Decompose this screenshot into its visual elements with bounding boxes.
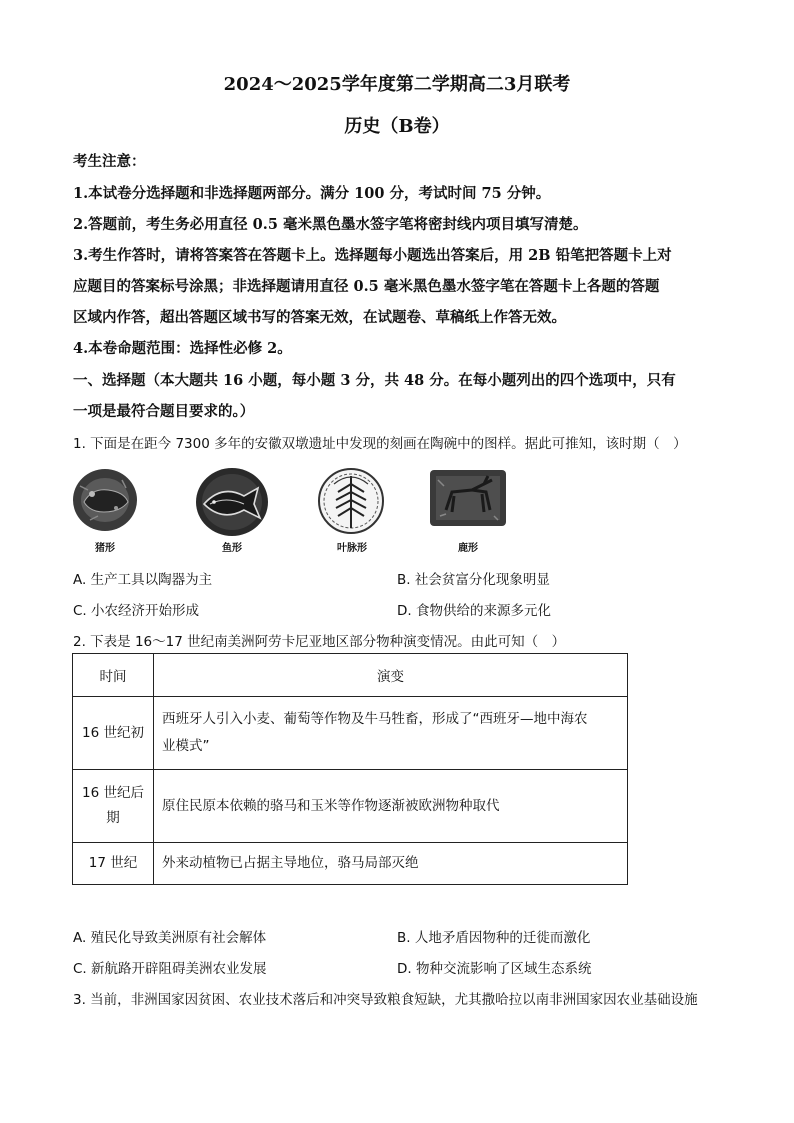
notice-line: 4.本卷命题范围：选择性必修 2。	[73, 340, 292, 357]
table-row	[73, 697, 628, 770]
table-row	[73, 770, 628, 843]
notice-line: 应题目的答案标号涂黑；非选择题请用直径 0.5 毫米黑色墨水签字笔在答题卡上各题的答题	[73, 278, 660, 295]
cell-desc	[154, 843, 628, 885]
fish-pattern-icon	[192, 466, 272, 538]
q1-option-b[interactable]: B. 社会贫富分化现象明显	[397, 572, 550, 588]
deer-pattern-icon	[428, 466, 508, 528]
header-time: 时间	[73, 654, 154, 697]
header-evolution: 演变	[154, 654, 628, 697]
question-1-stem: 1. 下面是在距今 7300 多年的安徽双墩遗址中发现的刻画在陶碗中的图样。据此可推知，该时期（ ）	[73, 436, 687, 452]
figure-pig	[70, 466, 170, 558]
figure-leaf	[316, 466, 416, 558]
table-row	[73, 843, 628, 885]
leaf-vein-pattern-icon	[316, 466, 386, 536]
cell-time-line: 期	[106, 810, 120, 826]
q1-option-d[interactable]: D. 食物供给的来源多元化	[397, 603, 551, 619]
cell-time-line: 16 世纪后	[82, 785, 144, 801]
cell-desc-line: 业模式”	[162, 738, 210, 754]
cell-desc-line: 原住民原本依赖的骆马和玉米等作物逐渐被欧洲物种取代	[162, 797, 500, 814]
cell-time	[73, 770, 154, 843]
table-header-row	[73, 654, 628, 697]
section-heading-cont: 一项是最符合题目要求的。）	[73, 403, 255, 420]
species-evolution-table	[72, 653, 628, 885]
figure-fish	[192, 466, 292, 558]
pottery-figures	[70, 466, 510, 558]
cell-desc	[154, 770, 628, 843]
notice-heading: 考生注意：	[73, 153, 146, 170]
exam-title: 2024～2025学年度第二学期高二3月联考	[223, 74, 571, 95]
question-3-stem: 3. 当前，非洲国家因贫困、农业技术落后和冲突导致粮食短缺，尤其撒哈拉以南非洲国家因农业基础设施	[73, 992, 698, 1008]
cell-time	[73, 843, 154, 885]
q2-option-c[interactable]: C. 新航路开辟阻碍美洲农业发展	[73, 961, 267, 977]
question-2-stem: 2. 下表是 16～17 世纪南美洲阿劳卡尼亚地区部分物种演变情况。由此可知（ ）	[73, 634, 566, 650]
cell-desc-line: 西班牙人引入小麦、葡萄等作物及牛马牲畜，形成了“西班牙—地中海农	[162, 711, 588, 727]
section-heading: 一、选择题（本大题共 16 小题，每小题 3 分，共 48 分。在每小题列出的四个选项中，只有	[73, 372, 676, 389]
figure-caption: 叶脉形	[337, 543, 367, 554]
q1-option-a[interactable]: A. 生产工具以陶器为主	[73, 572, 213, 588]
cell-desc-line: 外来动植物已占据主导地位，骆马局部灭绝	[162, 855, 419, 871]
notice-line: 1.本试卷分选择题和非选择题两部分。满分 100 分，考试时间 75 分钟。	[73, 185, 551, 202]
figure-caption: 鱼形	[222, 543, 242, 554]
figure-caption: 猪形	[95, 543, 115, 554]
notice-line: 3.考生作答时，请将答案答在答题卡上。选择题每小题选出答案后，用 2B 铅笔把答题卡上对	[73, 247, 672, 264]
q1-option-c[interactable]: C. 小农经济开始形成	[73, 603, 200, 619]
q2-option-d[interactable]: D. 物种交流影响了区域生态系统	[397, 961, 592, 977]
q2-option-b[interactable]: B. 人地矛盾因物种的迁徙而激化	[397, 930, 591, 946]
cell-desc	[154, 697, 628, 770]
figure-deer	[428, 466, 528, 558]
figure-caption: 鹿形	[458, 543, 478, 554]
notice-line: 2.答题前，考生务必用直径 0.5 毫米黑色墨水签字笔将密封线内项目填写清楚。	[73, 216, 588, 233]
pig-pattern-icon	[70, 466, 140, 534]
cell-time	[73, 697, 154, 770]
exam-subtitle: 历史（B卷）	[344, 116, 450, 137]
notice-line: 区域内作答，超出答题区域书写的答案无效，在试题卷、草稿纸上作答无效。	[73, 309, 566, 326]
cell-time-line: 17 世纪	[88, 855, 138, 871]
cell-time-line: 16 世纪初	[82, 724, 144, 741]
q2-option-a[interactable]: A. 殖民化导致美洲原有社会解体	[73, 930, 267, 946]
